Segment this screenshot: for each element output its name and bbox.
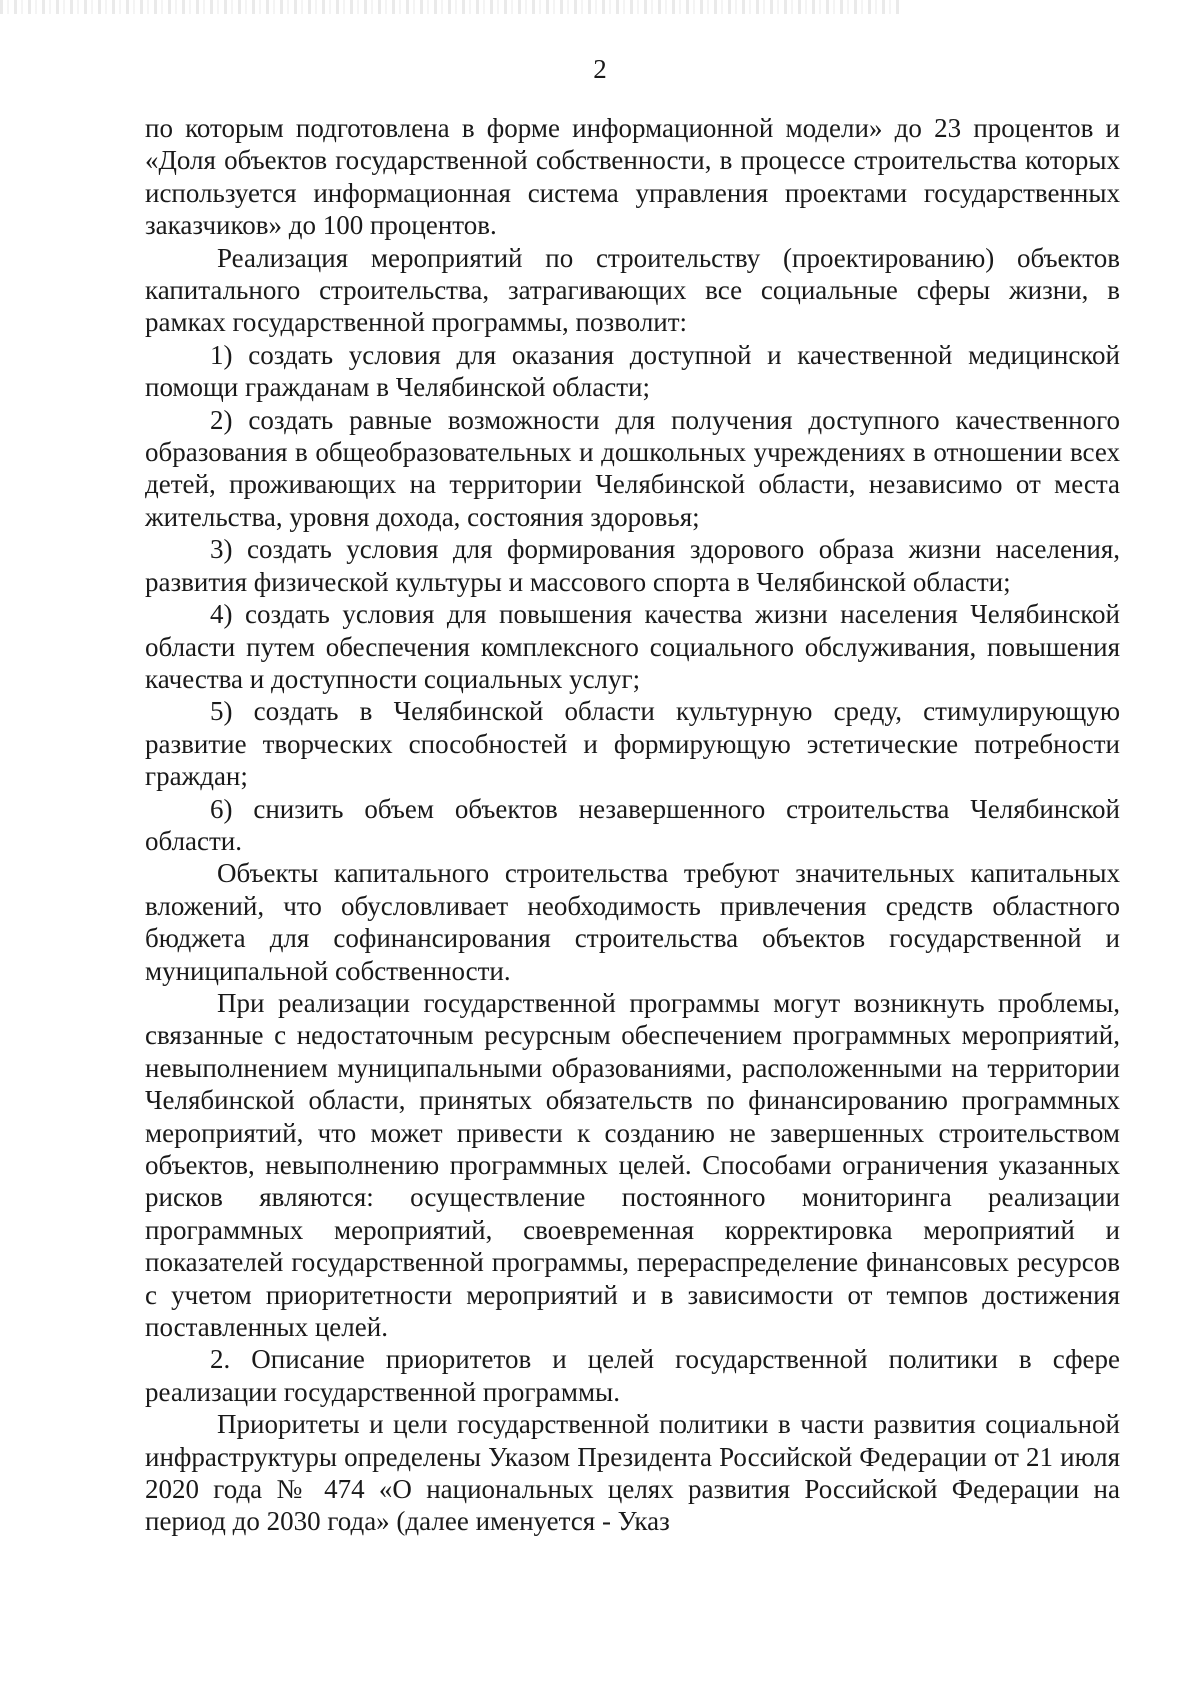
paragraph-continuation: по которым подготовлена в форме информационной модели» до 23 процентов и «Доля объектов государственной собственности, в процессе строительства которых используется информационная система управления проектами государственных заказчиков» до 100 процентов. xyxy=(145,113,1120,241)
scan-artifact xyxy=(0,0,900,14)
list-item-education: 2) создать равные возможности для получения доступного качественного образования в общеобразовательных и дошкольных учреждениях в отношении всех детей, проживающих на территории Челябинской области, независимо от места жительства, уровня дохода, состояния здоровья; xyxy=(145,404,1120,532)
paragraph-priorities: Приоритеты и цели государственной политики в части развития социальной инфраструктуры определены Указом Президента Российской Федерации от 21 июля 2020 года № 474 «О национальных целях развития Российской Федерации на период до 2030 года» (далее именуется - Указ xyxy=(145,1409,1120,1537)
list-item-health: 3) создать условия для формирования здорового образа жизни населения, развития физической культуры и массового спорта в Челябинской области; xyxy=(145,534,1120,597)
page-number: 2 xyxy=(593,54,607,84)
list-item-construction: 6) снизить объем объектов незавершенного строительства Челябинской области. xyxy=(145,793,1120,856)
paragraph-risks: При реализации государственной программы могут возникнуть проблемы, связанные с недостаточным ресурсным обеспечением программных мероприятий, невыполнением муниципальными образованиями, расположенными на территории Челябинской области, принятых обязательств по финансированию программных мероприятий, что может привести к созданию не завершенных строительством объектов, невыполнению программных целей. Способами ограничения указанных рисков являются: осуществление постоянного мониторинга реализации программных мероприятий, своевременная корректировка мероприятий и показателей государственной программы, перераспределение финансовых ресурсов с учетом приоритетности мероприятий и в зависимости от темпов достижения поставленных целей. xyxy=(145,987,1120,1343)
list-item-social: 4) создать условия для повышения качества жизни населения Челябинской области путем обеспечения комплексного социального обслуживания, повышения качества и доступности социальных услуг; xyxy=(145,599,1120,694)
paragraph-investment: Объекты капитального строительства требуют значительных капитальных вложений, что обусловливает необходимость привлечения средств областного бюджета для софинансирования строительства объектов государственной и муниципальной собственности. xyxy=(145,858,1120,986)
list-item-medical: 1) создать условия для оказания доступной и качественной медицинской помощи гражданам в Челябинской области; xyxy=(145,339,1120,403)
section-heading-priorities: 2. Описание приоритетов и целей государственной политики в сфере реализации государственной программы. xyxy=(145,1344,1120,1407)
list-item-culture: 5) создать в Челябинской области культурную среду, стимулирующую развитие творческих способностей и формирующую эстетические потребности граждан; xyxy=(145,696,1120,792)
document-body xyxy=(145,112,1120,1538)
paragraph-implementation: Реализация мероприятий по строительству (проектированию) объектов капитального строительства, затрагивающих все социальные сферы жизни, в рамках государственной программы, позволит: xyxy=(145,242,1120,338)
